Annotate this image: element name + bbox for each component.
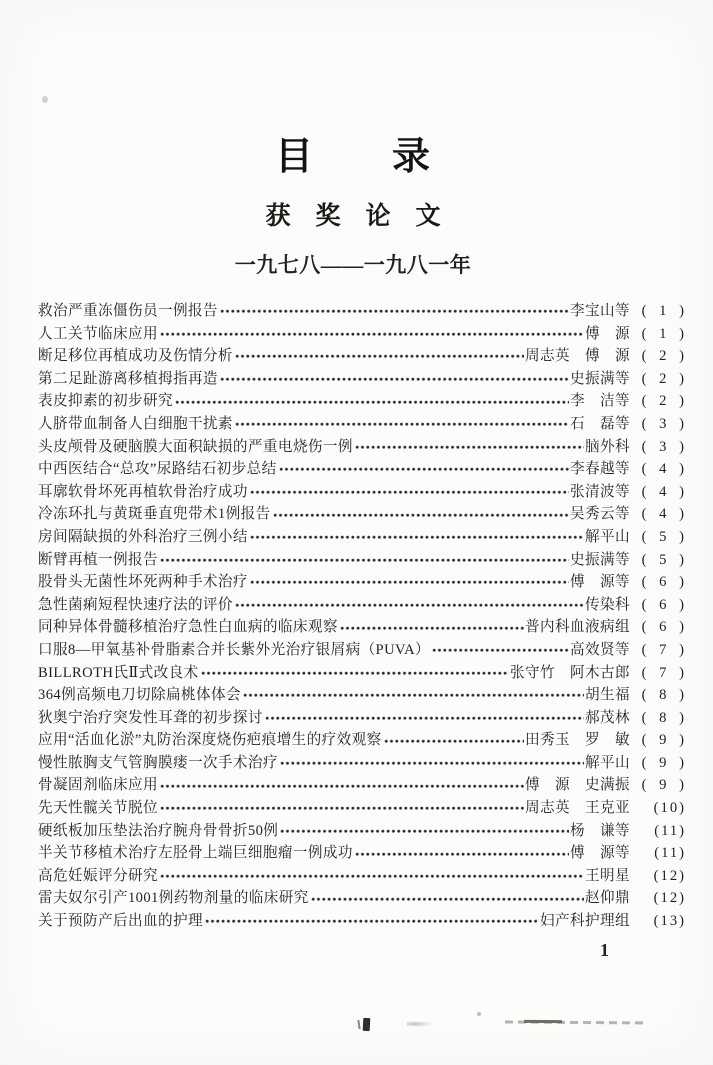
dotted-leader [280, 829, 569, 834]
toc-entry [38, 615, 686, 638]
toc-entry-title: 人脐带血制备人白细胞干扰素 [38, 415, 233, 432]
toc-entry-author: 傅 源等 [570, 574, 630, 591]
toc-entry [38, 570, 686, 593]
toc-entry [38, 773, 686, 796]
toc-entry-author: 胡生福 [585, 687, 630, 704]
toc-entry [38, 593, 686, 616]
toc-entry-author: 李春越等 [570, 461, 630, 478]
dotted-leader [160, 332, 584, 337]
toc-entry [38, 751, 686, 774]
toc-entry-page: (10) [653, 800, 686, 817]
toc-entry-page: ( 3 ) [641, 415, 686, 432]
toc-entry [38, 457, 686, 480]
dotted-leader [205, 919, 539, 924]
page-title: 目 录 [274, 136, 431, 178]
dotted-leader [175, 400, 569, 405]
toc-entry [38, 525, 686, 548]
toc-entry-author: 赵仰鼎 [585, 890, 630, 907]
toc-entry-author: 高效贤等 [570, 641, 630, 658]
toc-entry-title: 冷冻环扎与黄斑垂直兜带术1例报告 [38, 506, 271, 523]
toc-entry-title: 第二足趾游离移植拇指再造 [38, 370, 218, 387]
toc-entry-title: 364例高频电刀切除扁桃体体会 [38, 687, 242, 704]
toc-entry-page: (12) [653, 890, 686, 907]
toc-entry-title: 表皮抑素的初步研究 [38, 393, 173, 410]
toc-entry-page: ( 5 ) [641, 528, 686, 545]
toc-entry [38, 841, 686, 864]
toc-entry-page: ( 6 ) [641, 619, 686, 636]
toc-entry-page: ( 1 ) [641, 325, 686, 342]
toc-entry-title: 断臂再植一例报告 [38, 551, 158, 568]
dotted-leader [250, 535, 584, 540]
toc-entry-author: 解平山 [585, 528, 630, 545]
toc-entry-page: ( 9 ) [641, 732, 686, 749]
dotted-leader [235, 354, 524, 359]
toc-entry-title: 股骨头无菌性坏死两种手术治疗 [38, 574, 248, 591]
toc-entry-page: (11) [654, 822, 686, 839]
toc-entry-title: 中西医结合“总攻”尿路结石初步总结 [38, 461, 277, 478]
page-header [0, 138, 706, 276]
toc-entry-title: 头皮颅骨及硬脑膜大面积缺损的严重电烧伤一例 [38, 438, 353, 455]
dotted-leader [250, 490, 569, 495]
dotted-leader [432, 648, 569, 653]
toc-entry-title: 骨凝固剂临床应用 [38, 777, 158, 794]
toc-entry-title: 雷夫奴尔引产1001例药物剂量的临床研究 [38, 890, 309, 907]
toc-entry [38, 389, 686, 412]
toc-entry-author: 杨 谦等 [570, 822, 630, 839]
toc-entry [38, 638, 686, 661]
toc-entry-page: ( 2 ) [641, 348, 686, 365]
dotted-leader [160, 784, 524, 789]
toc-entry-page: ( 9 ) [641, 777, 686, 794]
toc-entry [38, 322, 686, 345]
dotted-leader [243, 693, 584, 698]
toc-entry-page: ( 5 ) [641, 551, 686, 568]
toc-entry-page: ( 9 ) [641, 754, 686, 771]
toc-entry [38, 706, 686, 729]
scan-artifact-blot-thin [357, 1020, 360, 1029]
toc-entry-title: 硬纸板加压垫法治疗腕舟骨骨折50例 [38, 822, 279, 839]
toc-entry-author: 李 洁等 [570, 393, 630, 410]
toc-entry [38, 819, 686, 842]
toc-entry [38, 661, 686, 684]
toc-entry-title: 人工关节临床应用 [38, 325, 158, 342]
toc-entry-author: 妇产科护理组 [540, 913, 630, 930]
toc-entry-page: ( 8 ) [641, 687, 686, 704]
toc-entry-page: ( 6 ) [641, 596, 686, 613]
toc-list [38, 299, 686, 932]
toc-entry-author: 张守竹 阿木古郎 [510, 664, 630, 681]
toc-entry [38, 886, 686, 909]
toc-entry-author: 傅 源 史满振 [525, 777, 630, 794]
toc-entry-title: 半关节移植术治疗左胫骨上端巨细胞瘤一例成功 [38, 845, 353, 862]
toc-entry-page: ( 3 ) [641, 438, 686, 455]
toc-entry-title: 口服8—甲氧基补骨脂素合并长紫外光治疗银屑病（PUVA） [38, 641, 431, 658]
toc-entry-page: (11) [654, 845, 686, 862]
dotted-leader [220, 309, 569, 314]
toc-entry-author: 吴秀云等 [570, 506, 630, 523]
toc-entry-author: 史振满等 [570, 370, 630, 387]
section-title: 获 奖 论 文 [265, 203, 441, 230]
toc-entry [38, 502, 686, 525]
toc-entry-author: 田秀玉 罗 敏 [525, 732, 630, 749]
toc-entry-page: ( 8 ) [641, 709, 686, 726]
toc-entry [38, 435, 686, 458]
toc-entry [38, 299, 686, 322]
scan-artifact-corner-mark [42, 96, 48, 103]
dotted-leader [265, 716, 584, 721]
toc-entry-title: 应用“活血化淤”丸防治深度烧伤疤痕增生的疗效观察 [38, 732, 382, 749]
toc-entry-page: ( 7 ) [641, 641, 686, 658]
dotted-leader [280, 761, 584, 766]
toc-entry-title: 同种异体骨髓移植治疗急性白血病的临床观察 [38, 619, 338, 636]
toc-entry-author: 郝茂林 [585, 709, 630, 726]
scan-artifact-smudge [407, 1021, 433, 1027]
toc-entry-title: 断足移位再植成功及伤情分析 [38, 348, 233, 365]
dotted-leader [160, 558, 569, 563]
toc-entry-author: 王明星 [585, 867, 630, 884]
toc-entry-title: 先天性髋关节脱位 [38, 800, 158, 817]
dotted-leader [279, 467, 569, 472]
toc-entry-title: 急性菌痢短程快速疗法的评价 [38, 596, 233, 613]
dotted-leader [220, 377, 569, 382]
toc-entry-page: ( 2 ) [641, 370, 686, 387]
toc-entry [38, 367, 686, 390]
toc-entry-page: ( 7 ) [641, 664, 686, 681]
toc-entry-author: 傅 源等 [570, 845, 630, 862]
dotted-leader [355, 852, 569, 857]
toc-entry-title: 救治严重冻僵伤员一例报告 [38, 303, 218, 319]
dotted-leader [273, 513, 569, 518]
toc-entry [38, 344, 686, 367]
toc-entry [38, 683, 686, 706]
dotted-leader [160, 874, 584, 879]
toc-entry-page: ( 1 ) [641, 303, 686, 319]
toc-entry-title: 房间隔缺损的外科治疗三例小结 [38, 528, 248, 545]
toc-entry-page: ( 6 ) [641, 574, 686, 591]
page-number: 1 [600, 940, 609, 960]
date-range: 一九七八——一九八一年 [234, 253, 472, 277]
dotted-leader [340, 626, 524, 631]
toc-entry [38, 864, 686, 887]
toc-entry-author: 周志英 王克亚 [525, 800, 630, 817]
toc-entry-page: ( 4 ) [641, 483, 686, 500]
dotted-leader [384, 739, 524, 744]
toc-entry [38, 548, 686, 571]
toc-entry-author: 史振满等 [570, 551, 630, 568]
toc-entry-title: 关于预防产后出血的护理 [38, 913, 203, 930]
dotted-leader [160, 806, 524, 811]
toc-entry-author: 普内科血液病组 [525, 619, 630, 636]
toc-entry-author: 解平山 [585, 754, 630, 771]
toc-entry-title: BILLROTH氏Ⅱ式改良术 [38, 664, 199, 681]
dotted-leader [201, 671, 509, 676]
toc-entry-author: 周志英 傅 源 [525, 348, 630, 365]
toc-entry-title: 耳廓软骨坏死再植软骨治疗成功 [38, 483, 248, 500]
toc-entry [38, 796, 686, 819]
toc-entry-author: 李宝山等 [570, 303, 630, 319]
dotted-leader [235, 603, 584, 608]
toc-entry-page: (12) [653, 867, 686, 884]
toc-entry-author: 张清波等 [570, 483, 630, 500]
toc-entry-title: 慢性脓胸支气管胸膜瘘一次手术治疗 [38, 754, 278, 771]
dotted-leader [355, 445, 584, 450]
dotted-leader [311, 897, 584, 902]
toc-entry-author: 脑外科 [585, 438, 630, 455]
toc-entry-page: ( 4 ) [641, 461, 686, 478]
scan-artifact-blot [363, 1018, 371, 1031]
toc-entry-title: 高危妊娠评分研究 [38, 867, 158, 884]
toc-entry-page: ( 2 ) [641, 393, 686, 410]
toc-entry-author: 傅 源 [585, 325, 630, 342]
toc-entry-page: (13) [653, 913, 686, 930]
toc-entry-author: 石 磊等 [570, 415, 630, 432]
toc-entry [38, 412, 686, 435]
scan-artifact-dot [477, 1012, 481, 1016]
toc-entry-page: ( 4 ) [641, 506, 686, 523]
dotted-leader [250, 580, 569, 585]
dotted-leader [235, 422, 569, 427]
toc-entry [38, 728, 686, 751]
toc-entry-title: 狄奥宁治疗突发性耳聋的初步探讨 [38, 709, 263, 726]
toc-entry [38, 909, 686, 932]
toc-entry-author: 传染科 [585, 596, 630, 613]
scan-artifact-dashed-line-dark [524, 1020, 562, 1023]
toc-entry [38, 480, 686, 503]
